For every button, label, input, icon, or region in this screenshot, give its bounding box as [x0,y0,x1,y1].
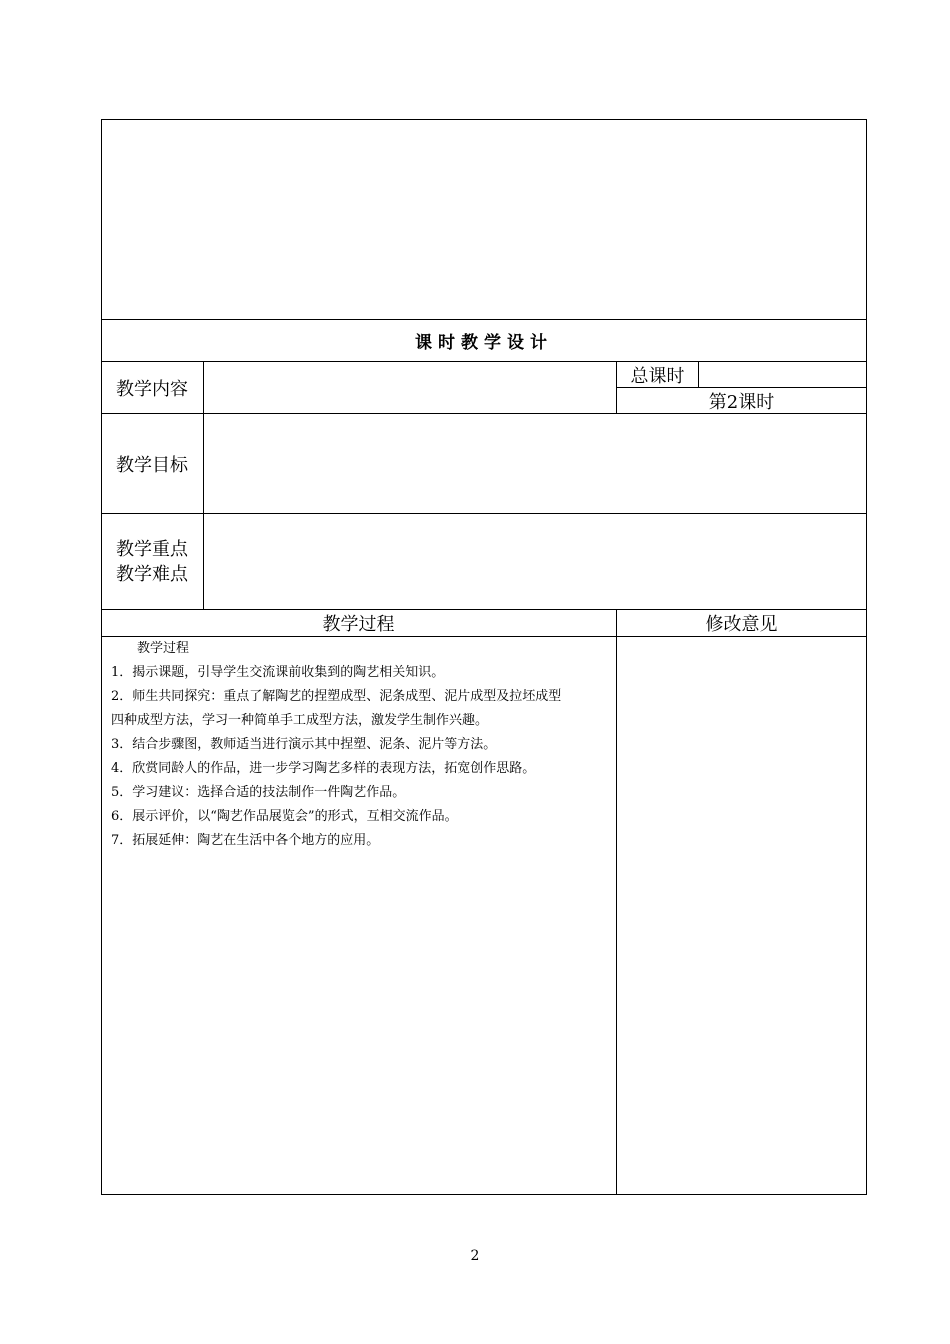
key-difficult-labels [101,514,203,609]
process-step: 5．学习建议：选择合适的技法制作一件陶艺作品。 [111,785,406,800]
objectives-value [204,414,866,513]
teaching-content-value [204,362,616,413]
revision-header: 修改意见 [705,614,778,635]
process-subtitle: 教学过程 [137,641,190,656]
lesson-number: 第2课时 [708,391,775,413]
difficult-points-label: 教学难点 [116,563,188,585]
process-step: 7．拓展延伸：陶艺在生活中各个地方的应用。 [111,833,380,848]
process-content [111,637,611,853]
teaching-content-label: 教学内容 [116,378,188,400]
page-title: 课时教学设计 [415,333,553,353]
process-step: 3．结合步骤图，教师适当进行演示其中捏塑、泥条、泥片等方法。 [111,737,497,752]
total-hours-label: 总课时 [630,365,685,387]
process-step: 四种成型方法，学习一种简单手工成型方法，激发学生制作兴趣。 [111,713,489,728]
process-step: 2．师生共同探究：重点了解陶艺的捏塑成型、泥条成型、泥片成型及拉坯成型 [111,689,562,704]
key-difficult-value [204,514,866,609]
process-header: 教学过程 [322,614,395,635]
page-number: 2 [470,1248,480,1264]
total-hours-value [699,362,866,387]
process-step: 1．揭示课题，引导学生交流课前收集到的陶艺相关知识。 [111,665,445,680]
process-step: 4．欣赏同龄人的作品，进一步学习陶艺多样的表现方法，拓宽创作思路。 [111,761,536,776]
objectives-label: 教学目标 [116,454,188,476]
process-step: 6．展示评价，以“陶艺作品展览会”的形式，互相交流作品。 [111,809,458,824]
key-points-label: 教学重点 [116,538,188,560]
